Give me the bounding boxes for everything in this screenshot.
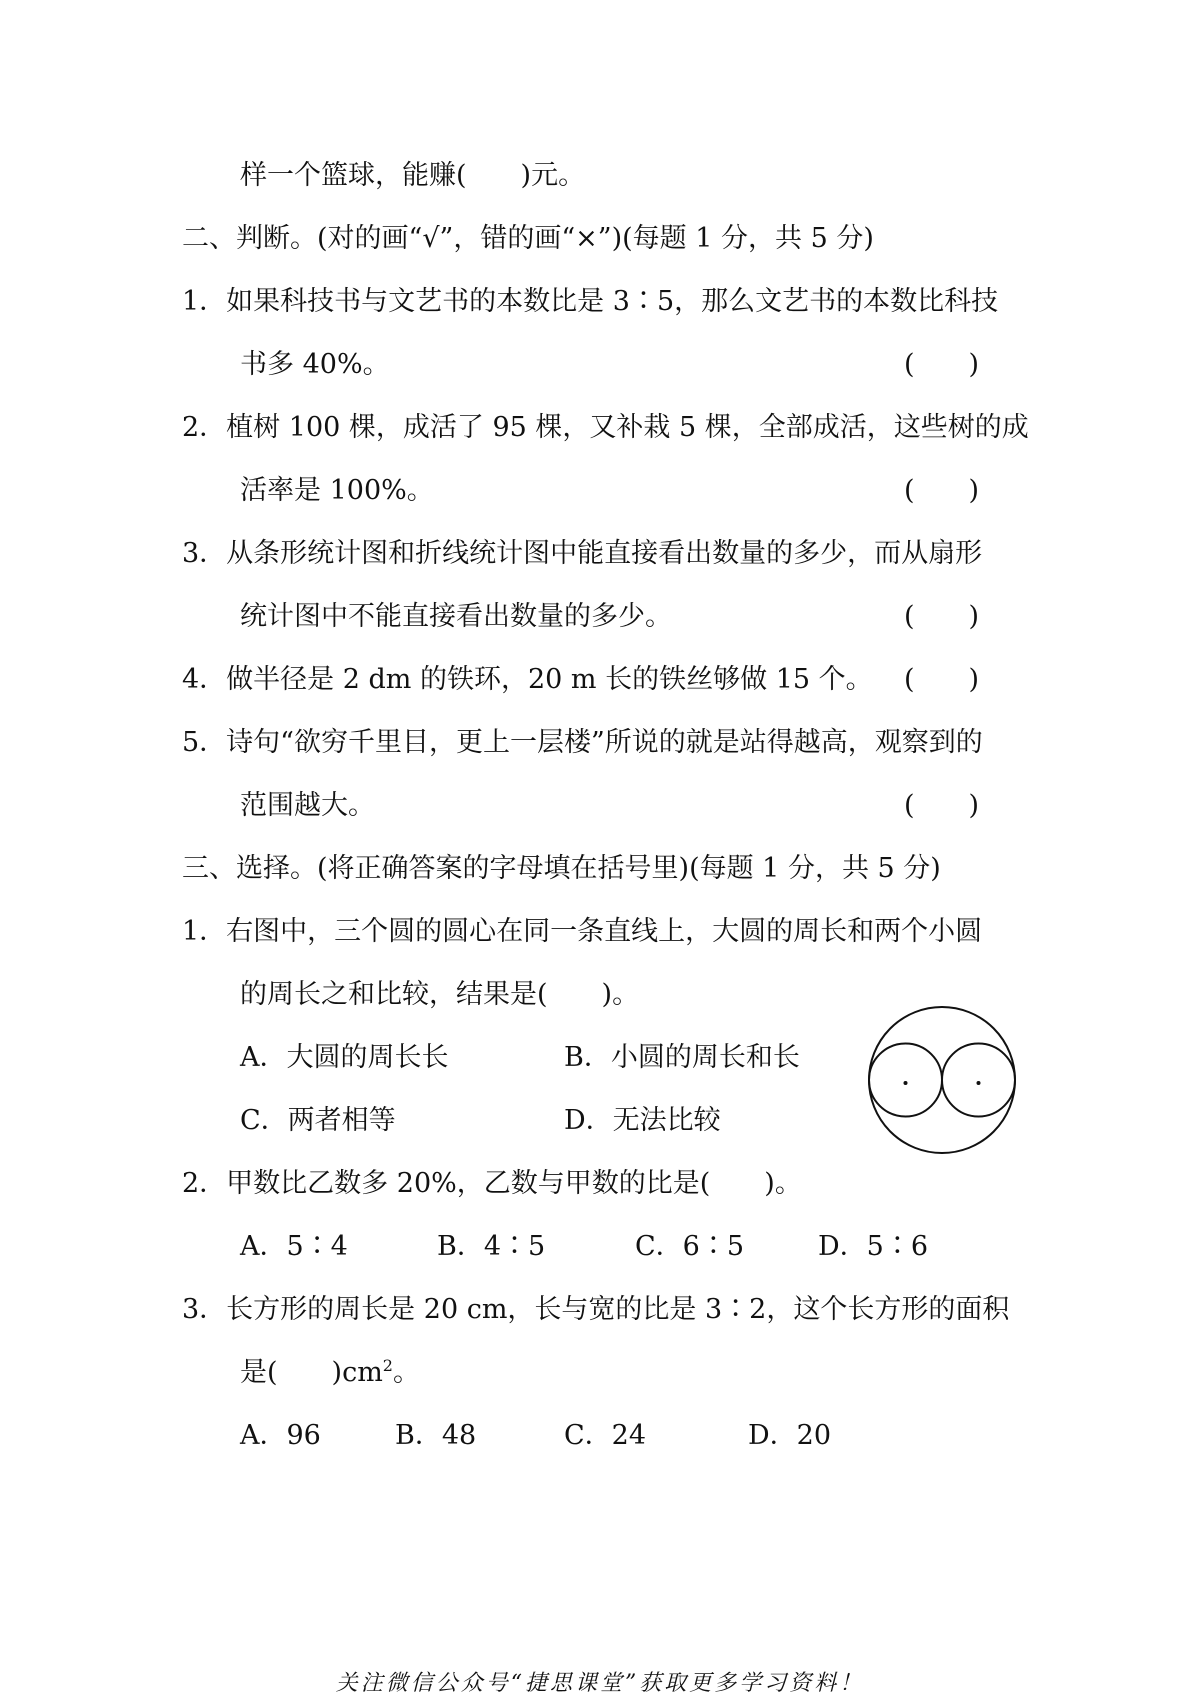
choice-q1-option-a[interactable]: A．大圆的周长长: [240, 1042, 449, 1073]
choice-q2-line1: 2．甲数比乙数多 20%，乙数与甲数的比是( )。: [182, 1168, 802, 1199]
choice-q3-line1: 3．长方形的周长是 20 cm，长与宽的比是 3∶2，这个长方形的面积: [182, 1294, 1010, 1325]
small-circle-left: [869, 1044, 942, 1117]
choice-q3-option-c[interactable]: C．24: [564, 1420, 647, 1451]
judge-q2-answer-blank[interactable]: ( ): [904, 475, 980, 506]
section2-heading: 二、判断。(对的画“√”，错的画“×”)(每题 1 分，共 5 分): [182, 223, 874, 254]
squared-superscript: 2: [382, 1356, 393, 1375]
judge-q3-line2: 统计图中不能直接看出数量的多少。: [240, 601, 672, 632]
choice-q1-line1: 1．右图中，三个圆的圆心在同一条直线上，大圆的周长和两个小圆: [182, 916, 983, 947]
judge-q2-line1: 2．植树 100 棵，成活了 95 棵，又补栽 5 棵，全部成活，这些树的成: [182, 412, 1029, 443]
choice-q1-option-d[interactable]: D．无法比较: [564, 1105, 721, 1136]
footer-promo-text: 关注微信公众号“捷思课堂”获取更多学习资料！: [335, 1671, 865, 1696]
choice-q3-option-a[interactable]: A．96: [240, 1420, 321, 1451]
judge-q4-line1: 4．做半径是 2 dm 的铁环，20 m 长的铁丝够做 15 个。: [182, 664, 873, 695]
choice-q2-option-d[interactable]: D．5∶6: [818, 1231, 929, 1262]
judge-q5-line1: 5．诗句“欲穷千里目，更上一层楼”所说的就是站得越高，观察到的: [182, 727, 983, 758]
judge-q4-answer-blank[interactable]: ( ): [904, 664, 980, 695]
choice-q1-option-c[interactable]: C．两者相等: [240, 1105, 396, 1136]
choice-q1-line2: 的周长之和比较，结果是( )。: [240, 979, 640, 1010]
judge-q5-line2: 范围越大。: [240, 790, 375, 821]
judge-q1-line2: 书多 40%。: [240, 349, 390, 380]
choice-q2-option-a[interactable]: A．5∶4: [240, 1231, 348, 1262]
left-center-dot: [904, 1081, 908, 1085]
judge-q5-answer-blank[interactable]: ( ): [904, 790, 980, 821]
right-center-dot: [977, 1081, 981, 1085]
small-circle-right: [942, 1044, 1015, 1117]
choice-q1-option-b[interactable]: B．小圆的周长和长: [564, 1042, 800, 1073]
continued-question-line: 样一个篮球，能赚( )元。: [240, 160, 586, 191]
judge-q3-line1: 3．从条形统计图和折线统计图中能直接看出数量的多少，而从扇形: [182, 538, 983, 569]
judge-q1-answer-blank[interactable]: ( ): [904, 349, 980, 380]
choice-q3-option-d[interactable]: D．20: [748, 1420, 832, 1451]
judge-q3-answer-blank[interactable]: ( ): [904, 601, 980, 632]
choice-q2-option-c[interactable]: C．6∶5: [635, 1231, 745, 1262]
choice-q2-option-b[interactable]: B．4∶5: [437, 1231, 546, 1262]
choice-q3-line2-end: 。: [392, 1357, 420, 1388]
three-circles-figure: [866, 1004, 1018, 1156]
choice-q3-option-b[interactable]: B．48: [395, 1420, 477, 1451]
judge-q2-line2: 活率是 100%。: [240, 475, 434, 506]
judge-q1-line1: 1．如果科技书与文艺书的本数比是 3∶5，那么文艺书的本数比科技: [182, 286, 999, 317]
choice-q3-line2-text: 是( )cm: [240, 1357, 383, 1388]
choice-q3-line2: [240, 1353, 420, 1393]
section3-heading: 三、选择。(将正确答案的字母填在括号里)(每题 1 分，共 5 分): [182, 853, 941, 884]
